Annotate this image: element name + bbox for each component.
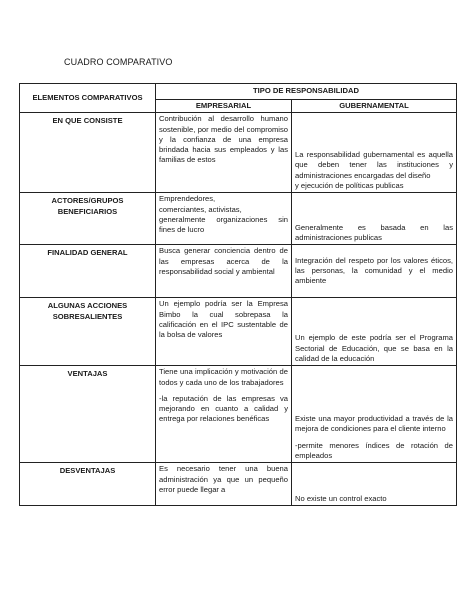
table-row xyxy=(20,245,457,298)
cell-text: -permite menores índices de rotación de empleados xyxy=(295,440,453,460)
cell-text: Un ejemplo podría ser la Empresa Bimbo la cual sobrepasa la calificación en el IPC sustentable de la bolsa de valores xyxy=(159,299,288,340)
group-header: TIPO DE RESPONSABILIDAD xyxy=(156,84,457,100)
cell-text: Generalmente es basada en las administraciones publicas xyxy=(295,222,453,242)
cell-gubernamental xyxy=(292,366,457,463)
row-label: ALGUNAS ACCIONES SOBRESALIENTES xyxy=(20,298,156,366)
cell-text: Busca generar conciencia dentro de las empresas acerca de la responsabilidad social y ambiental xyxy=(159,246,288,276)
column-header-empresarial: EMPRESARIAL xyxy=(156,100,292,113)
row-label: DESVENTAJAS xyxy=(20,463,156,506)
cell-text: La responsabilidad gubernamental es aquella que deben tener las instituciones y administraciones encargadas del diseño xyxy=(295,150,453,180)
row-label: ACTORES/GRUPOS BENEFICIARIOS xyxy=(20,193,156,245)
cell-text: Contribución al desarrollo humano sostenible, por medio del compromiso y la confianza de una empresa brindada hacia sus empleados y las familias de estos xyxy=(159,114,288,165)
column-header-gubernamental: GUBERNAMENTAL xyxy=(292,100,457,113)
cell-empresarial xyxy=(156,245,292,298)
cell-text: -la reputación de las empresas va mejorando en cuanto a calidad y entrega por relaciones benéficas xyxy=(159,393,288,424)
cell-text: Tiene una implicación y motivación de todos y cada uno de los trabajadores xyxy=(159,367,288,387)
cell-text: Existe una mayor productividad a través de la mejora de condiciones para el cliente interno xyxy=(295,414,453,434)
table-row xyxy=(20,113,457,193)
comparison-table xyxy=(19,83,457,506)
cell-text: comerciantes, activistas, xyxy=(159,204,242,214)
table-row xyxy=(20,298,457,366)
table-row xyxy=(20,366,457,463)
cell-text: Emprendedores, xyxy=(159,194,216,204)
cell-gubernamental xyxy=(292,298,457,366)
row-label: FINALIDAD GENERAL xyxy=(20,245,156,298)
cell-text: generalmente organizaciones sin fines de lucro xyxy=(159,214,288,235)
corner-header: ELEMENTOS COMPARATIVOS xyxy=(20,84,156,113)
cell-gubernamental xyxy=(292,463,457,506)
cell-empresarial xyxy=(156,366,292,463)
cell-gubernamental xyxy=(292,193,457,245)
cell-text: y ejecución de políticas publicas xyxy=(295,181,404,190)
cell-text: No existe un control exacto xyxy=(295,494,387,503)
row-label: VENTAJAS xyxy=(20,366,156,463)
cell-empresarial xyxy=(156,463,292,506)
row-label: EN QUE CONSISTE xyxy=(20,113,156,193)
table-row xyxy=(20,193,457,245)
document-title: CUADRO COMPARATIVO xyxy=(64,57,173,67)
cell-gubernamental xyxy=(292,245,457,298)
cell-gubernamental xyxy=(292,113,457,193)
cell-text: Integración del respeto por los valores éticos, las personas, la comunidad y el medio ambiente xyxy=(295,255,453,286)
cell-text: Es necesario tener una buena administración ya que un pequeño error puede llegar a xyxy=(159,464,288,494)
cell-empresarial xyxy=(156,298,292,366)
cell-empresarial xyxy=(156,113,292,193)
cell-empresarial xyxy=(156,193,292,245)
table-row xyxy=(20,463,457,506)
cell-text: Un ejemplo de este podría ser el Programa Sectorial de Educación, que se basa en la calidad de la educación xyxy=(295,333,453,363)
